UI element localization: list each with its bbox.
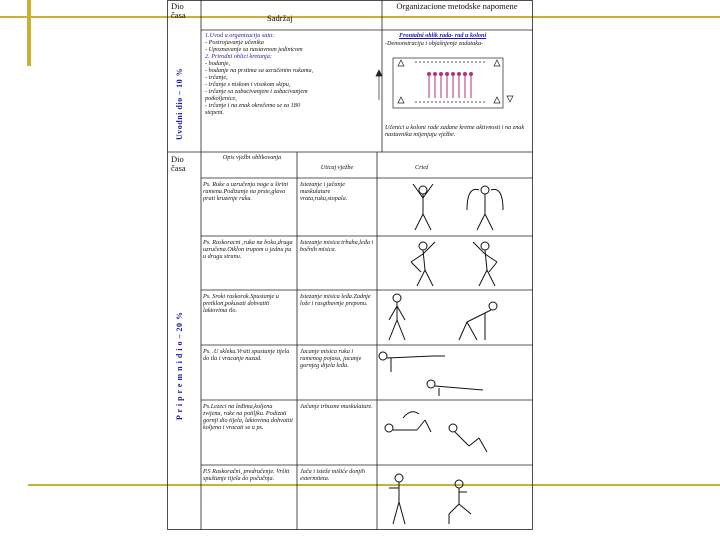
exercise-description: Ps. .U skleku.Vrsiti spustanje tijela do tla i vracanje nazad.	[203, 348, 290, 362]
exercise-effect: Istezanje misica trbuha,leđa i bočnih misica.	[300, 239, 374, 253]
intro-note-bottom: Učenici u koloni rade zadane kretne aktivnosti i na znak nastavnika mijenjaju vježbe.	[385, 124, 525, 138]
intro-line: - trčanje sa zabacivanjem i zabacivanjem	[205, 88, 308, 95]
intro-line: - trčanje s niskom i visokom skipu,	[205, 81, 291, 88]
header-part-of-class: Dio časa	[171, 1, 186, 20]
intro-line: - hodanje na prstima sa uzručenim rukama,	[205, 67, 314, 74]
stick-figure-icon	[389, 474, 471, 524]
prep-header-drawing: Crtež	[415, 164, 429, 171]
stick-figure-icon	[379, 352, 483, 396]
intro-note-sub: -Demonstracija i objašnjenje zadataka-	[385, 40, 484, 47]
stick-figure-icon	[385, 412, 487, 452]
prep-header-description: Opis vježbi oblikovanja	[222, 154, 282, 161]
exercise-description: Ps. Raskoracni ,ruka na boku,druga uzručena.Otklon trupom u jednu pa u drugu stranu.	[203, 239, 293, 260]
intro-line: - hodanje,	[205, 60, 231, 67]
intro-line: 1.Uvod u organizaciju sata:	[205, 32, 275, 39]
prep-side-label: P r i p r e m n i d i o – 20 %	[175, 311, 184, 420]
exercise-description: Ps. Sroki raskorak.Spustanje u pretklon,pokusati dohvatiti laktovima tlo.	[203, 293, 279, 314]
exercise-description: P.S Raskoračni, predručenje. Vršiti spuštanje tijela do počučnja.	[203, 468, 290, 482]
intro-line: - Postrojavanje učenika	[205, 39, 264, 46]
prep-header-effect: Uticaj vježbe	[320, 164, 354, 171]
formation-diagram-icon	[376, 58, 513, 108]
intro-line: - trčanje,	[205, 74, 228, 81]
exercise-effect: Istezanje misica leđa.Zadnje lože i rasgibavnje preponu.	[300, 293, 371, 307]
header-methodical-notes: Organizacione metodske napomene	[396, 1, 518, 11]
prep-header-part: Dio časa	[171, 154, 186, 173]
stick-figure-icon	[389, 294, 497, 340]
exercise-effect: Istezanje i jačanje muskulature vrata,ruku,stopala.	[300, 181, 348, 202]
lesson-plan-table	[167, 0, 533, 530]
exercise-effect: Jacanje misica ruku i ramenog pojasa, jacanje gornjeg dijela leđa.	[300, 348, 362, 369]
exercise-description: Ps.Lezeci na leđima,koljena zvijena, ruke na potiljku. Podizati gornji dio tijela, laktovima dohvatiti koljena i vracati se u ps.	[203, 403, 293, 431]
intro-line: stepeni.	[205, 109, 225, 116]
intro-line: potkoljenice,	[205, 95, 237, 102]
intro-side-label: Uvodni dio – 10 %	[175, 67, 184, 140]
header-content: Sadržaj	[267, 13, 293, 23]
intro-content	[205, 32, 380, 116]
intro-line: - trčanje i na znak okrečemo se za 180	[205, 102, 300, 109]
exercise-drawings	[379, 184, 503, 524]
exercise-effect: Jača i isteže mišiće donjih extermiteta.	[300, 468, 365, 482]
stick-figure-icon	[411, 242, 497, 286]
intro-line: - Upoznavanje sa nastavnom jedinicom	[205, 46, 303, 53]
exercise-description: Ps. Ruke u uzručenju noge u širini ramena.Podizanje na prste,glava prati kruzenje ruku.	[203, 181, 289, 202]
stick-figure-icon	[413, 184, 503, 230]
slide-decor-vertical	[27, 0, 31, 66]
exercise-effect: Jačanje trbusne muskulature.	[300, 403, 373, 410]
intro-line: 2. Prirodni oblici kretanja:	[205, 53, 272, 60]
intro-note-title: Frontalni oblik rada- rad u koloni	[399, 32, 487, 39]
